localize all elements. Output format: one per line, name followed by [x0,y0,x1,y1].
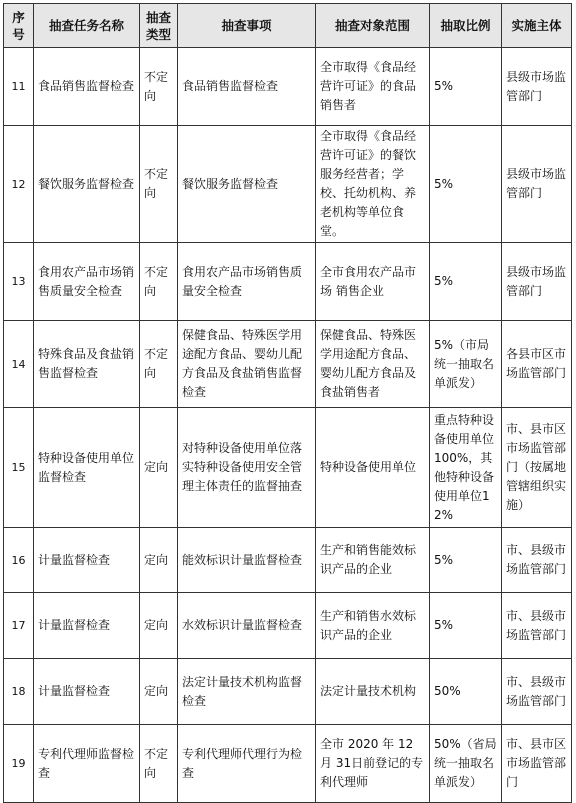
cell-item: 法定计量技术机构监督检查 [178,659,316,725]
header-ratio: 抽取比例 [430,4,502,48]
cell-type: 不定向 [140,243,178,321]
table-container [3,3,572,803]
cell-type: 不定向 [140,126,178,243]
table-row [4,243,572,321]
cell-seq: 17 [4,593,34,659]
cell-task: 特殊食品及食盐销售监督检查 [34,321,140,408]
header-seq: 序号 [4,4,34,48]
cell-task: 计量监督检查 [34,593,140,659]
cell-seq: 15 [4,408,34,528]
table-row [4,126,572,243]
cell-item: 能效标识计量监督检查 [178,528,316,593]
table-row [4,321,572,408]
table-row [4,725,572,803]
table-row [4,659,572,725]
cell-scope: 全市取得《食品经营许可证》的食品销售者 [316,48,430,126]
cell-type: 定向 [140,659,178,725]
cell-scope: 法定计量技术机构 [316,659,430,725]
table-row [4,593,572,659]
cell-scope: 全市 2020 年 12 月 31日前登记的专利代理师 [316,725,430,803]
cell-item: 食用农产品市场销售质量安全检查 [178,243,316,321]
cell-ratio: 5% [430,593,502,659]
header-item: 抽查事项 [178,4,316,48]
cell-subject: 县级市场监管部门 [502,48,572,126]
cell-subject: 各县市区市场监管部门 [502,321,572,408]
cell-item: 餐饮服务监督检查 [178,126,316,243]
cell-seq: 18 [4,659,34,725]
cell-seq: 13 [4,243,34,321]
cell-subject: 县级市场监管部门 [502,126,572,243]
cell-type: 定向 [140,593,178,659]
cell-seq: 14 [4,321,34,408]
cell-ratio: 50%（省局统一抽取名单派发） [430,725,502,803]
cell-type: 不定向 [140,321,178,408]
cell-ratio: 5% [430,48,502,126]
header-subject: 实施主体 [502,4,572,48]
cell-task: 餐饮服务监督检查 [34,126,140,243]
cell-task: 计量监督检查 [34,528,140,593]
cell-task: 专利代理师监督检查 [34,725,140,803]
cell-task: 食品销售监督检查 [34,48,140,126]
header-task: 抽查任务名称 [34,4,140,48]
cell-ratio: 5% [430,126,502,243]
cell-type: 定向 [140,528,178,593]
cell-subject: 市、县市区市场监管部门 [502,725,572,803]
table-row [4,408,572,528]
cell-ratio: 5%（市局统一抽取名单派发） [430,321,502,408]
cell-ratio: 重点特种设备使用单位100%，其他特种设备使用单位12% [430,408,502,528]
cell-ratio: 5% [430,528,502,593]
cell-subject: 市、县市区市场监管部门（按属地管辖组织实施） [502,408,572,528]
header-scope: 抽查对象范围 [316,4,430,48]
cell-item: 保健食品、特殊医学用途配方食品、婴幼儿配方食品及食盐销售监督检查 [178,321,316,408]
header-type: 抽查类型 [140,4,178,48]
cell-item: 食品销售监督检查 [178,48,316,126]
cell-task: 特种设备使用单位监督检查 [34,408,140,528]
cell-scope: 生产和销售水效标识产品的企业 [316,593,430,659]
cell-task: 食用农产品市场销售质量安全检查 [34,243,140,321]
cell-item: 水效标识计量监督检查 [178,593,316,659]
cell-type: 不定向 [140,725,178,803]
cell-scope: 生产和销售能效标识产品的企业 [316,528,430,593]
cell-subject: 市、县级市场监管部门 [502,659,572,725]
cell-type: 不定向 [140,48,178,126]
cell-scope: 特种设备使用单位 [316,408,430,528]
cell-item: 对特种设备使用单位落实特种设备使用安全管理主体责任的监督抽查 [178,408,316,528]
cell-ratio: 50% [430,659,502,725]
cell-ratio: 5% [430,243,502,321]
cell-scope: 全市取得《食品经营许可证》的餐饮服务经营者；学校、托幼机构、养老机构等单位食堂。 [316,126,430,243]
header-row [4,4,572,48]
inspection-table [3,3,572,803]
cell-seq: 11 [4,48,34,126]
cell-subject: 市、县级市场监管部门 [502,528,572,593]
cell-type: 定向 [140,408,178,528]
table-row [4,48,572,126]
cell-item: 专利代理师代理行为检查 [178,725,316,803]
cell-seq: 16 [4,528,34,593]
cell-subject: 市、县级市场监管部门 [502,593,572,659]
cell-scope: 保健食品、特殊医学用途配方食品、婴幼儿配方食品及食盐销售者 [316,321,430,408]
cell-subject: 县级市场监管部门 [502,243,572,321]
cell-task: 计量监督检查 [34,659,140,725]
cell-seq: 12 [4,126,34,243]
cell-scope: 全市食用农产品市场 销售企业 [316,243,430,321]
table-row [4,528,572,593]
cell-seq: 19 [4,725,34,803]
